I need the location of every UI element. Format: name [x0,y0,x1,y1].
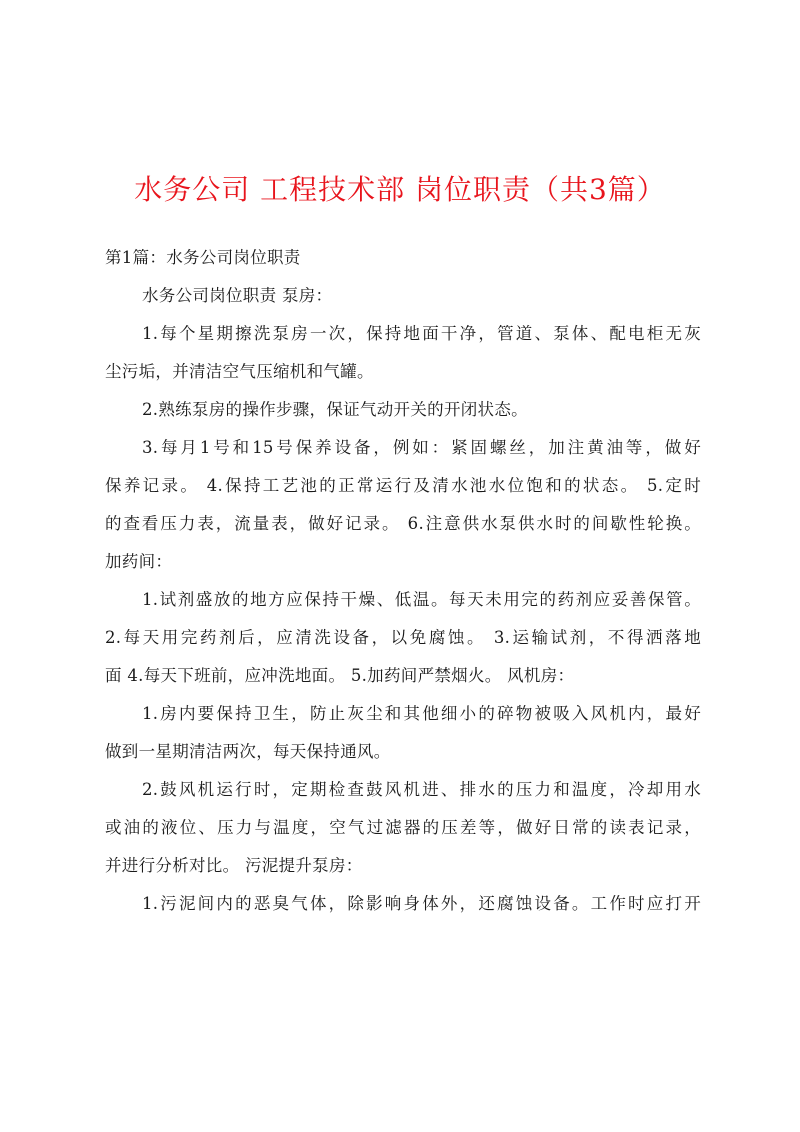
paragraph-line: 3.每月1号和15号保养设备，例如：紧固螺丝，加注黄油等，做好 [142,438,701,457]
paragraph-line: 2.每天用完药剂后，应清洗设备，以免腐蚀。 3.运输试剂，不得洒落地 [105,628,701,647]
paragraph-line: 或油的液位、压力与温度，空气过滤器的压差等，做好日常的读表记录， [105,818,701,837]
section-heading: 第1篇：水务公司岗位职责 [105,248,301,267]
paragraph-line: 2.熟练泵房的操作步骤，保证气动开关的开闭状态。 [142,400,528,419]
paragraph-line: 做到一星期清洁两次，每天保持通风。 [105,742,391,761]
paragraph-line: 1.房内要保持卫生，防止灰尘和其他细小的碎物被吸入风机内，最好 [142,704,701,723]
paragraph-line: 面 4.每天下班前，应冲洗地面。 5.加药间严禁烟火。 风机房： [105,666,575,685]
subsection-heading: 水务公司岗位职责 泵房： [142,286,333,305]
paragraph-line: 2.鼓风机运行时，定期检查鼓风机进、排水的压力和温度，冷却用水 [142,780,701,799]
document-title: 水务公司 工程技术部 岗位职责（共3篇） [134,173,666,206]
paragraph-line: 1.每个星期擦洗泵房一次，保持地面干净，管道、泵体、配电柜无灰 [142,324,701,343]
paragraph-line: 尘污垢，并清洁空气压缩机和气罐。 [105,362,374,381]
document-body [105,239,701,923]
paragraph-line: 保养记录。 4.保持工艺池的正常运行及清水池水位饱和的状态。 5.定时 [105,476,701,495]
paragraph-line: 的查看压力表，流量表，做好记录。 6.注意供水泵供水时的间歇性轮换。 [105,514,701,533]
paragraph-line: 1.试剂盛放的地方应保持干燥、低温。每天未用完的药剂应妥善保管。 [142,590,701,609]
paragraph-line: 1.污泥间内的恶臭气体，除影响身体外，还腐蚀设备。工作时应打开 [142,894,701,913]
subsection-heading: 加药间： [105,552,173,571]
paragraph-line: 并进行分析对比。 污泥提升泵房： [105,856,363,875]
